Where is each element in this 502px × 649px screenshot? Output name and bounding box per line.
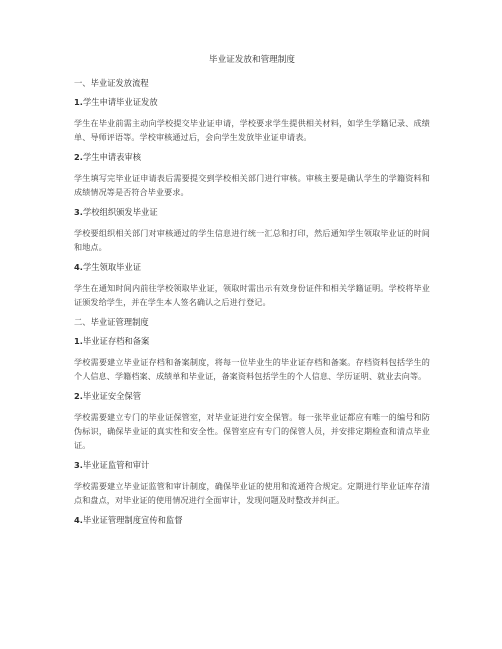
paragraph-safekeeping: 学校需要建立专门的毕业证保管室，对毕业证进行安全保管。每一张毕业证都应有唯一的编号和防伪标识，确保毕业证的真实性和安全性。保管室应有专门的保管人员，并安排定期检查和清点毕业证。: [74, 412, 430, 450]
paragraph-student-apply: 学生在毕业前需主动向学校提交毕业证申请，学校要求学生提供相关材料，如学生学籍记录、成绩单、导师评语等。学校审核通过后，会向学生发放毕业证申请表。: [74, 118, 430, 142]
subheading-student-apply: [74, 97, 430, 108]
section-heading-management: 二、毕业证管理制度: [74, 317, 149, 327]
paragraph-archive: 学校需要建立毕业证存档和备案制度，将每一位毕业生的毕业证存档和备案。存档资料包括学生的个人信息、学籍档案、成绩单和毕业证，备案资料包括学生的个人信息、学历证明、就业去向等。: [74, 357, 430, 381]
subheading-number: 4.: [74, 515, 83, 525]
paragraph-school-issue: 学校要组织相关部门对审核通过的学生信息进行统一汇总和打印，然后通知学生领取毕业证的时间和地点。: [74, 228, 430, 252]
subheading-number: 4.: [74, 262, 83, 272]
subheading-publicity: [74, 515, 430, 526]
subheading-archive: [74, 336, 430, 347]
subheading-text: 学生申请表审核: [82, 152, 142, 162]
subheading-text: 学校组织颁发毕业证: [82, 207, 158, 217]
subheading-safekeeping: [74, 391, 430, 402]
subheading-text: 毕业证监管和审计: [82, 460, 150, 470]
subheading-text: 毕业证管理制度宣传和监督: [82, 515, 183, 525]
subheading-student-collect: [74, 262, 430, 273]
subheading-text: 毕业证安全保管: [82, 391, 142, 401]
subheading-number: 3.: [74, 207, 83, 217]
subheading-school-issue: [74, 207, 430, 218]
subheading-number: 1.: [74, 336, 83, 346]
subheading-text: 毕业证存档和备案: [82, 336, 150, 346]
subheading-text: 学生申请毕业证发放: [82, 97, 158, 107]
subheading-text: 学生领取毕业证: [82, 262, 142, 272]
paragraph-form-review: 学生填写完毕业证申请表后需要提交到学校相关部门进行审核。审核主要是确认学生的学籍资料和成绩情况等是否符合毕业要求。: [74, 173, 430, 197]
subheading-number: 1.: [74, 97, 83, 107]
section-heading-issuance: 一、毕业证发放流程: [74, 78, 149, 88]
document-title: 毕业证发放和管理制度: [209, 55, 295, 65]
subheading-number: 3.: [74, 460, 83, 470]
paragraph-audit: 学校需要建立毕业证监管和审计制度，确保毕业证的使用和流通符合规定。定期进行毕业证库存清点和盘点，对毕业证的使用情况进行全面审计，发现问题及时整改并纠正。: [74, 481, 430, 505]
subheading-number: 2.: [74, 152, 83, 162]
subheading-form-review: [74, 152, 430, 163]
paragraph-student-collect: 学生在通知时间内前往学校领取毕业证，领取时需出示有效身份证件和相关学籍证明。学校将毕业证颁发给学生，并在学生本人签名确认之后进行登记。: [74, 283, 430, 307]
subheading-audit: [74, 460, 430, 471]
subheading-number: 2.: [74, 391, 83, 401]
